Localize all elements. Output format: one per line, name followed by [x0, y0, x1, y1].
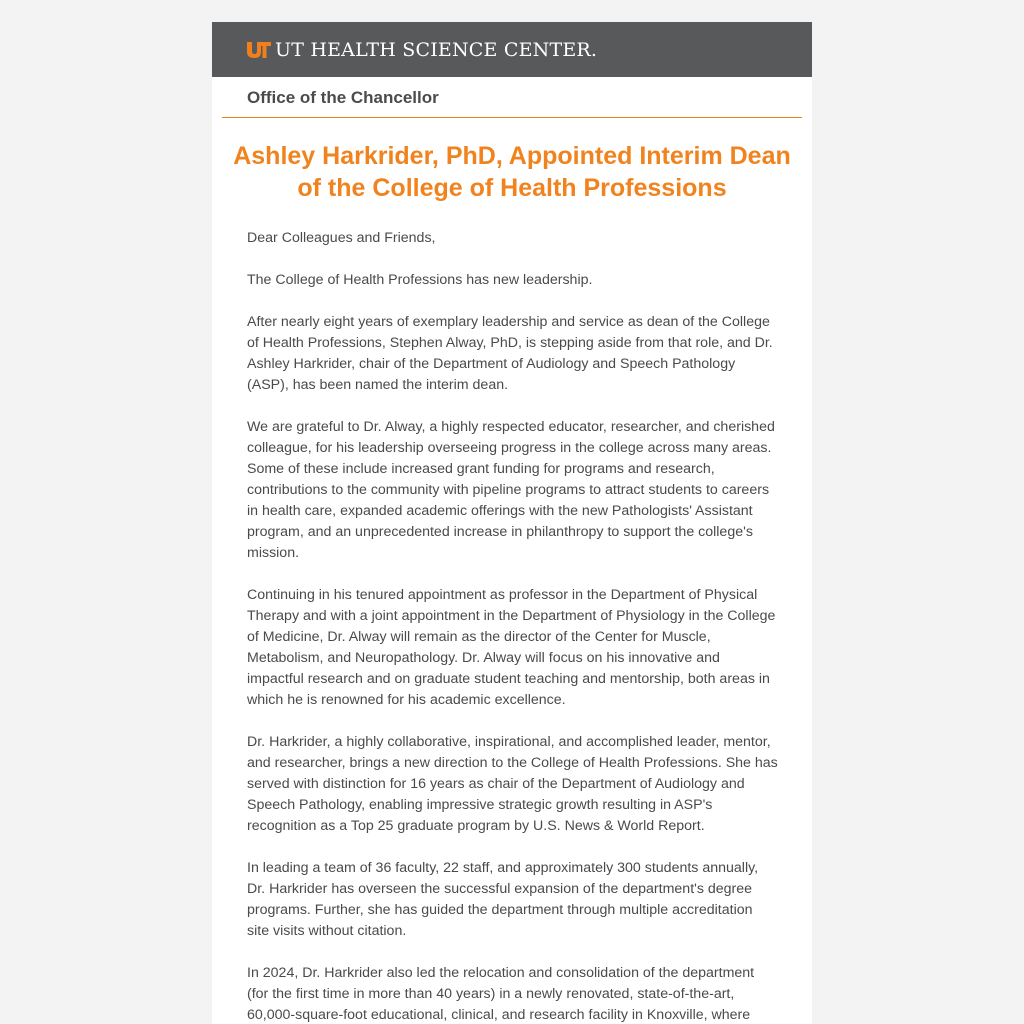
paragraph: In leading a team of 36 faculty, 22 staff, and approximately 300 students annually, Dr. Harkrider has overseen the successful expansion of the department's degree programs. Further, she has guided the department through multiple accreditation site visits without citation. [247, 860, 759, 939]
paragraph: Continuing in his tenured appointment as professor in the Department of Physical Therapy and with a joint appointment in the Department of Physiology in the College of Medicine, Dr. Alway will remain as the director of the Center for Muscle, Metabolism, and Neuropathology. Dr. Alway will focus on his innovative and impactful research and on graduate student teaching and mentorship, both areas in which he is renowned for his academic excellence. [247, 587, 776, 708]
message-body [212, 204, 812, 1024]
divider [222, 117, 802, 118]
header-banner [212, 22, 812, 77]
paragraph: The College of Health Professions has new leadership. [247, 272, 593, 288]
greeting: Dear Colleagues and Friends, [247, 230, 436, 246]
email-container [212, 22, 812, 1024]
office-title: Office of the Chancellor [247, 88, 439, 107]
paragraph: In 2024, Dr. Harkrider also led the relocation and consolidation of the department (for the first time in more than 40 years) in a newly renovated, state-of-the-art, 60,000-square-foot educational, clinical, and research facility in Knoxville, where [247, 965, 755, 1023]
paragraph: After nearly eight years of exemplary leadership and service as dean of the College of Health Professions, Stephen Alway, PhD, is stepping aside from that role, and Dr. Ashley Harkrider, chair of the Department of Audiology and Speech Pathology (ASP), has been named the interim dean. [247, 314, 773, 393]
headline: Ashley Harkrider, PhD, Appointed Interim Dean of the College of Health Professions [233, 142, 791, 202]
ut-monogram-icon [247, 42, 271, 58]
paragraph: Dr. Harkrider, a highly collaborative, inspirational, and accomplished leader, mentor, and researcher, brings a new direction to the College of Health Professions. She has served with distinction for 16 years as chair of the Department of Audiology and Speech Pathology, enabling impressive strategic growth resulting in ASP's recognition as a Top 25 graduate program by U.S. News & World Report. [247, 734, 778, 834]
paragraph: We are grateful to Dr. Alway, a highly respected educator, researcher, and cherished colleague, for his leadership overseeing progress in the college across many areas. Some of these include increased grant funding for programs and research, contributions to the community with pipeline programs to attract students to careers in health care, expanded academic offerings with the new Pathologists' Assistant program, and an unprecedented increase in philanthropy to support the college's mission. [247, 419, 775, 561]
logo-text: UT HEALTH SCIENCE CENTER. [275, 38, 598, 61]
